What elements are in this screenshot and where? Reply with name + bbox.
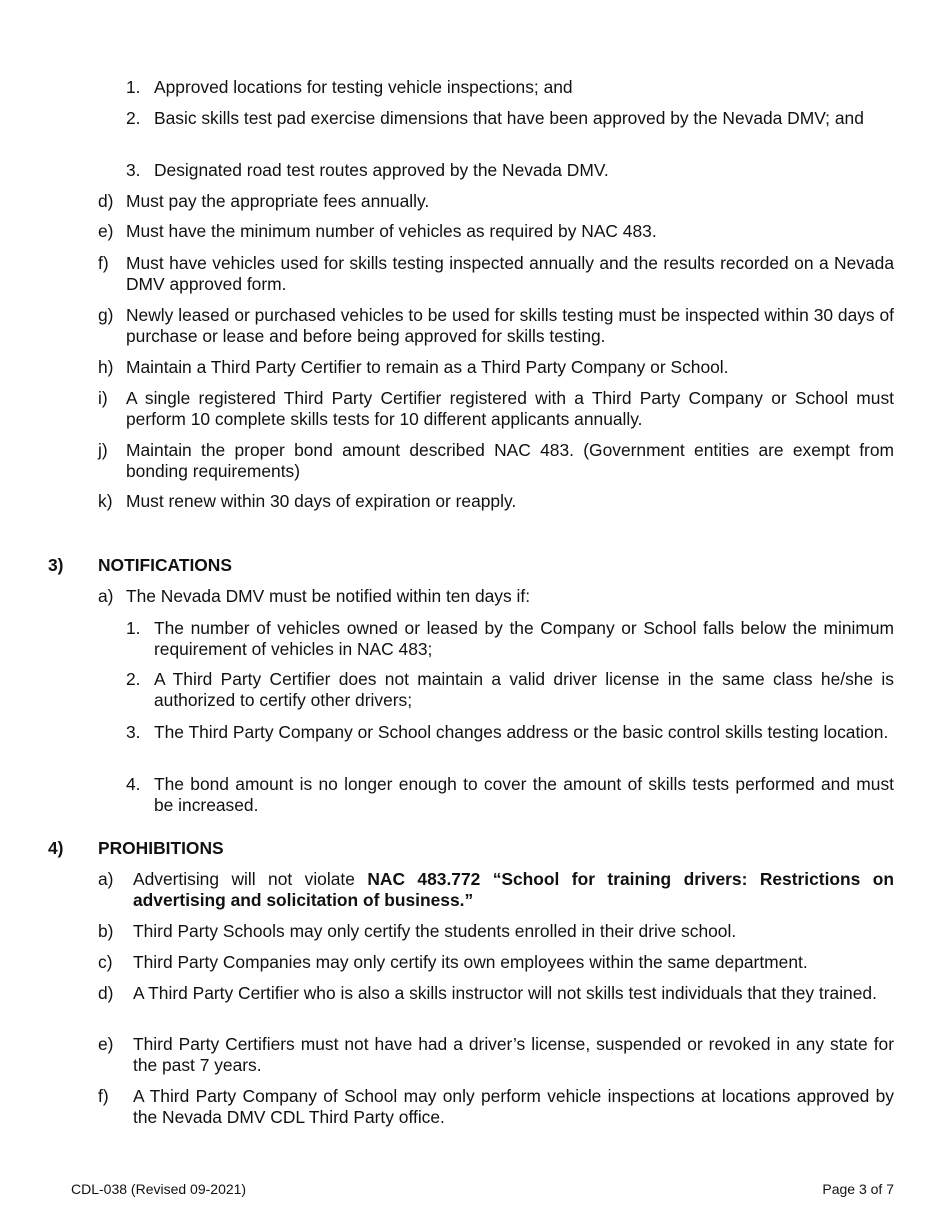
list-item [126,160,894,181]
list-letter: d) [98,983,114,1003]
list-text: The number of vehicles owned or leased by the Company or School falls below the minimum requirement of vehicles in NAC 483; [154,618,894,659]
list-item [126,669,894,711]
list-text [133,869,894,911]
list-text: A Third Party Company of School may only perform vehicle inspections at locations approved by the Nevada DMV CDL Third Party office. [133,1086,894,1127]
list-item [126,774,894,816]
list-letter: k) [98,491,113,511]
list-text: Approved locations for testing vehicle inspections; and [154,77,573,97]
list-text: Maintain a Third Party Certifier to remain as a Third Party Company or School. [126,357,729,377]
footer-form-id: CDL-038 (Revised 09-2021) [71,1181,247,1197]
list-text: Must pay the appropriate fees annually. [126,191,430,211]
list-item [126,618,894,660]
section-title: PROHIBITIONS [98,838,224,858]
list-item [98,952,894,973]
list-letter: c) [98,952,113,972]
list-item [98,869,894,911]
list-text: Basic skills test pad exercise dimensions that have been approved by the Nevada DMV; and [154,108,864,128]
list-text: Maintain the proper bond amount described NAC 483. (Government entities are exempt from bonding requirements) [126,440,894,481]
list-item [98,983,894,1004]
list-item [126,722,894,743]
list-letter: i) [98,388,108,408]
list-item [98,1034,894,1076]
list-text: A single registered Third Party Certifier registered with a Third Party Company or School must perform 10 complete skills tests for 10 different applicants annually. [126,388,894,429]
list-item [98,440,894,482]
list-number: 1. [126,77,141,97]
list-text: Must have the minimum number of vehicles as required by NAC 483. [126,221,657,241]
list-item [98,221,894,242]
list-item [98,1086,894,1128]
text-run: Advertising will not violate [133,869,368,889]
list-item [98,491,894,512]
list-text: A Third Party Certifier does not maintain a valid driver license in the same class he/she is authorized to certify other drivers; [154,669,894,710]
list-item [126,77,894,98]
list-item [98,586,894,607]
list-number: 2. [126,108,141,128]
list-letter: a) [98,586,114,606]
list-number: 2. [126,669,141,689]
list-text: Third Party Schools may only certify the students enrolled in their drive school. [133,921,737,941]
list-text: The Third Party Company or School changes address or the basic control skills testing location. [154,722,889,742]
list-text: Must renew within 30 days of expiration or reapply. [126,491,517,511]
nac-reference: NAC 483.772 “School for training drivers: Restrictions on advertising and solicitation of business.” [133,869,894,910]
list-text: The Nevada DMV must be notified within ten days if: [126,586,531,606]
list-text: The bond amount is no longer enough to cover the amount of skills tests performed and must be increased. [154,774,894,815]
list-letter: j) [98,440,108,460]
list-item [98,921,894,942]
list-letter: f) [98,253,109,273]
list-text: Designated road test routes approved by the Nevada DMV. [154,160,609,180]
section-number: 4) [48,838,64,858]
list-number: 1. [126,618,141,638]
footer-page-number: Page 3 of 7 [822,1181,894,1197]
list-letter: b) [98,921,114,941]
list-letter: h) [98,357,114,377]
list-item [98,388,894,430]
list-number: 3. [126,160,141,180]
list-text: A Third Party Certifier who is also a skills instructor will not skills test individuals that they trained. [133,983,877,1003]
list-text: Newly leased or purchased vehicles to be used for skills testing must be inspected within 30 days of purchase or lease and before being approved for skills testing. [126,305,894,346]
list-letter: e) [98,221,114,241]
list-item [98,357,894,378]
list-item [126,108,894,129]
list-number: 4. [126,774,141,794]
list-letter: f) [98,1086,109,1106]
list-letter: a) [98,869,114,889]
list-item [98,305,894,347]
section-number: 3) [48,555,64,575]
list-text: Third Party Companies may only certify its own employees within the same department. [133,952,808,972]
list-text: Must have vehicles used for skills testing inspected annually and the results recorded on a Nevada DMV approved form. [126,253,894,294]
section-title: NOTIFICATIONS [98,555,232,575]
list-text: Third Party Certifiers must not have had a driver’s license, suspended or revoked in any state for the past 7 years. [133,1034,894,1075]
list-letter: d) [98,191,114,211]
list-letter: g) [98,305,114,325]
list-item [98,253,894,295]
list-number: 3. [126,722,141,742]
list-item [98,191,894,212]
list-letter: e) [98,1034,114,1054]
